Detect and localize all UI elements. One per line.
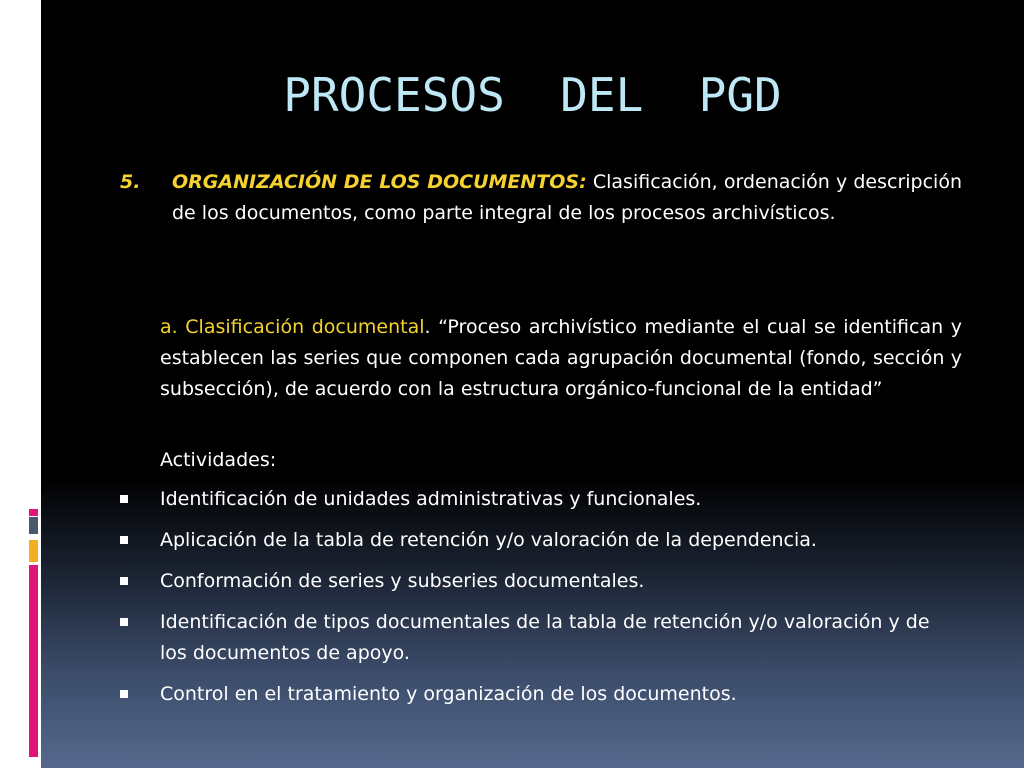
accent-bar-gray — [29, 517, 38, 534]
list-item — [120, 525, 962, 556]
square-bullet-icon — [120, 536, 128, 544]
item-body — [172, 167, 962, 229]
square-bullet-icon — [120, 618, 128, 626]
accent-bar-pink-long — [29, 565, 38, 757]
list-item-text: Control en el tratamiento y organización de los documentos. — [160, 683, 737, 705]
list-item — [120, 566, 962, 597]
sub-item-a — [160, 312, 962, 405]
list-item — [120, 679, 962, 710]
list-item — [120, 484, 962, 515]
slide-title: PROCESOS DEL PGD — [283, 68, 782, 122]
sub-item-text: . “Proceso archivístico mediante el cual se identifican y establecen las series que componen cada agrupación documental (fondo, sección y subsección), de acuerdo con la estructura orgánico-funcional de la entidad” — [160, 316, 962, 400]
accent-bar-pink-small — [29, 509, 38, 516]
item-text: Clasificación, ordenación y descripción de los documentos, como parte integral de los procesos archivísticos. — [172, 171, 962, 224]
sub-item-label: a. Clasificación documental — [160, 316, 425, 338]
activities-label: Actividades: — [160, 449, 277, 471]
list-item-text: Identificación de unidades administrativas y funcionales. — [160, 488, 702, 510]
square-bullet-icon — [120, 690, 128, 698]
item-heading: ORGANIZACIÓN DE LOS DOCUMENTOS: — [172, 171, 587, 193]
item-number: 5. — [120, 171, 141, 193]
accent-bar-orange — [29, 540, 38, 562]
list-item-text: Identificación de tipos documentales de la tabla de retención y/o valoración y de los documentos de apoyo. — [160, 611, 930, 664]
numbered-item-5 — [120, 167, 962, 229]
square-bullet-icon — [120, 495, 128, 503]
list-item-text: Aplicación de la tabla de retención y/o valoración de la dependencia. — [160, 529, 817, 551]
square-bullet-icon — [120, 577, 128, 585]
activities-list — [120, 484, 962, 720]
list-item — [120, 607, 962, 669]
list-item-text: Conformación de series y subseries documentales. — [160, 570, 645, 592]
